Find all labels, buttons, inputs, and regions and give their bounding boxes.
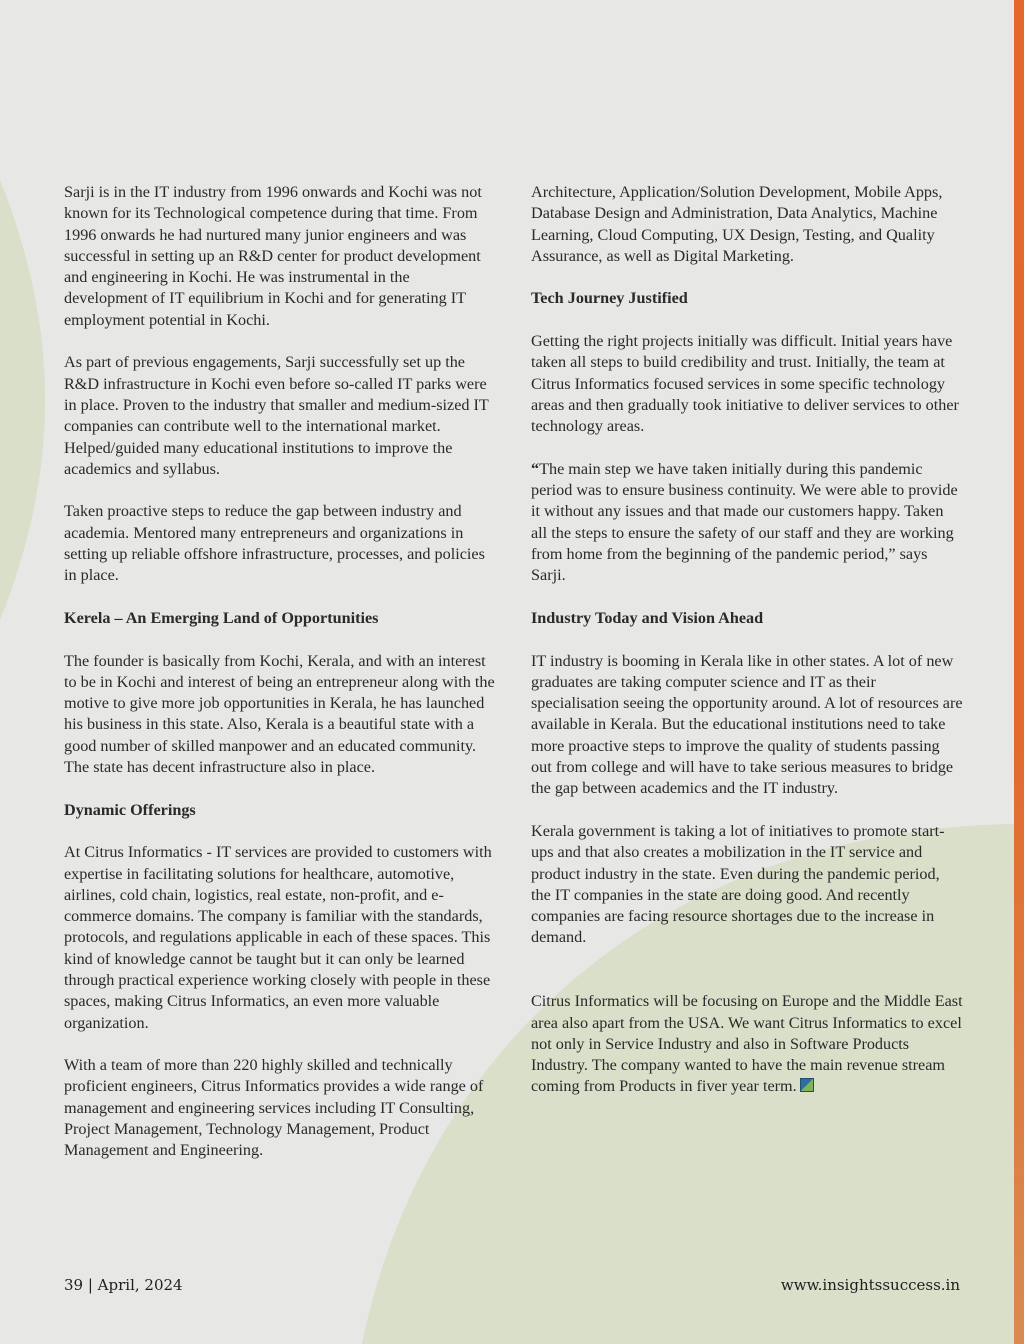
paragraph: With a team of more than 220 highly skilled and technically proficient engineers, Citrus Informatics provides a wide range of management and engineering services including IT Consulting, Project Management, Technology Management, Product Management and Engineering. <box>64 1056 484 1160</box>
left-column <box>64 182 496 1183</box>
footer-page-info: 39 | April, 2024 <box>64 1276 183 1294</box>
paragraph: Architecture, Application/Solution Development, Mobile Apps, Database Design and Administration, Data Analytics, Machine Learning, Cloud Computing, UX Design, Testing, and Quality Assurance, as well as Digital Marketing. <box>531 183 943 265</box>
quote-text: The main step we have taken initially during this pandemic period was to ensure business continuity. We were able to provide it without any issues and that made our customers happy. Taken all the steps to ensure the safety of our staff and they are working from home from the beginning of the pandemic period,” says Sarji. <box>531 459 958 585</box>
end-mark-icon <box>800 1078 814 1092</box>
footer-website: www.insightssuccess.in <box>780 1276 960 1294</box>
paragraph: The founder is basically from Kochi, Kerala, and with an interest to be in Kochi and interest of being an entrepreneur along with the motive to give more job opportunities in Kerala, he has launched his business in this state. Also, Kerala is a beautiful state with a good number of skilled manpower and an educated community. The state has decent infrastructure also in place. <box>64 651 495 777</box>
paragraph: As part of previous engagements, Sarji successfully set up the R&D infrastructure in Kochi even before so-called IT parks were in place. Proven to the industry that smaller and medium-sized IT companies can contribute well to the international market. Helped/guided many educational institutions to improve the academics and syllabus. <box>64 353 489 478</box>
paragraph: IT industry is booming in Kerala like in other states. A lot of new graduates are taking computer science and IT as their specialisation seeing the opportunity around. A lot of resources are available in Kerala. But the educational institutions need to take more proactive steps to improve the quality of students passing out from college and will have to take serious measures to bridge the gap between academics and the IT industry. <box>531 651 963 798</box>
right-column <box>531 182 963 1119</box>
paragraph: Getting the right projects initially was difficult. Initial years have taken all steps to build credibility and trust. Initially, the team at Citrus Informatics focused services in some specific technology areas and then gradually took initiative to deliver services to other technology areas. <box>531 332 959 436</box>
paragraph: Kerala government is taking a lot of initiatives to promote start-ups and that also creates a mobilization in the IT service and product industry in the state. Even during the pandemic period, the IT companies in the state are doing good. And recently companies are facing resource shortages due to the increase in demand. <box>531 821 945 947</box>
left-green-arc <box>0 180 45 620</box>
spacer <box>531 970 963 991</box>
section-heading: Kerela – An Emerging Land of Opportunities <box>64 608 379 627</box>
paragraph: At Citrus Informatics - IT services are provided to customers with expertise in facilitating solutions for healthcare, automotive, airlines, cold chain, logistics, real estate, non-profit, and e-commerce domains. The company is familiar with the standards, protocols, and regulations applicable in each of these spaces. This kind of knowledge cannot be taught but it can only be learned through practical experience working closely with people in these spaces, making Citrus Informatics, an even more valuable organization. <box>64 843 492 1032</box>
orange-edge-strip <box>1014 0 1024 1344</box>
paragraph: Taken proactive steps to reduce the gap between industry and academia. Mentored many entrepreneurs and organizations in setting up reliable offshore infrastructure, processes, and policies in place. <box>64 502 485 585</box>
closing-paragraph <box>531 991 963 1097</box>
quote-mark: “ <box>531 459 540 478</box>
section-heading: Dynamic Offerings <box>64 800 196 819</box>
section-heading: Tech Journey Justified <box>531 289 688 308</box>
section-heading: Industry Today and Vision Ahead <box>531 608 764 627</box>
paragraph: Sarji is in the IT industry from 1996 onwards and Kochi was not known for its Technological competence during that time. From 1996 onwards he had nurtured many junior engineers and was successful in setting up an R&D center for product development and engineering in Kochi. He was instrumental in the development of IT equilibrium in Kochi and for generating IT employment potential in Kochi. <box>64 183 482 329</box>
closing-text: Citrus Informatics will be focusing on Europe and the Middle East area also apart from the USA. We want Citrus Informatics to excel not only in Service Industry and also in Software Products Industry. The company wanted to have the main revenue stream coming from Products in fiver year term. <box>531 992 963 1096</box>
quote-paragraph <box>531 459 963 587</box>
